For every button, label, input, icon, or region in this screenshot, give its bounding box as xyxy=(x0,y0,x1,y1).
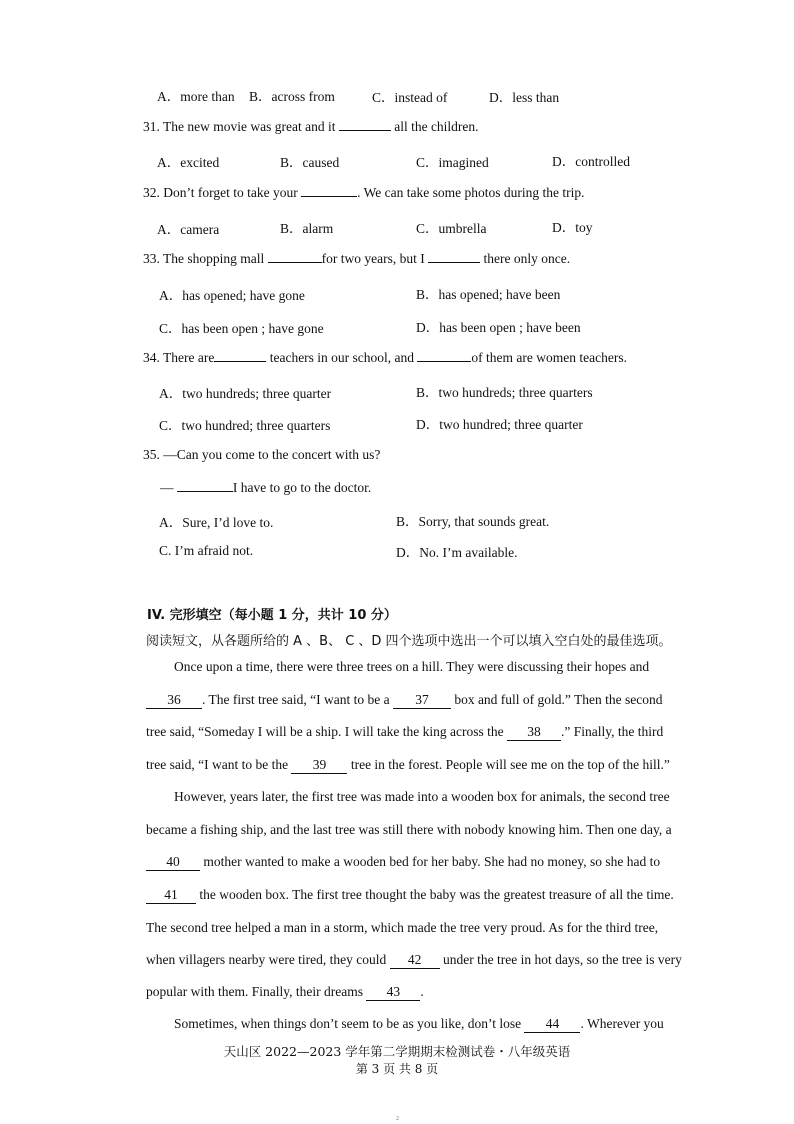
q32-option-b: B．alarm xyxy=(280,221,334,236)
q30-option-b: B．across from xyxy=(249,89,335,104)
page-footer-title: 天山区 2022—2023 学年第二学期期末检测试卷・八年级英语 xyxy=(223,1044,571,1059)
q33-text-end: there only once. xyxy=(483,251,571,266)
q31-option-a: A．excited xyxy=(157,155,220,170)
passage-text: . The first tree said, “I want to be a xyxy=(202,692,390,707)
passage-text: box and full of gold.” Then the second xyxy=(454,692,663,707)
q34-text-end: of them are women teachers. xyxy=(471,350,627,365)
question-31 xyxy=(143,118,479,135)
question-33 xyxy=(143,250,570,267)
q31-text: 31. The new movie was great and it xyxy=(143,119,336,134)
passage-text: Sometimes, when things don’t seem to be as you like, don’t lose xyxy=(174,1016,522,1031)
q31-text-end: all the children. xyxy=(394,119,479,134)
q32-text-end: . We can take some photos during the trip. xyxy=(357,185,585,200)
passage-text: tree in the forest. People will see me on the top of the hill.” xyxy=(350,757,670,772)
q35-reply-text: I have to go to the doctor. xyxy=(232,480,372,495)
q33-option-b: B．has opened; have been xyxy=(416,287,561,302)
question-32 xyxy=(143,184,584,201)
passage-line: However, years later, the first tree was made into a wooden box for animals, the second tree xyxy=(174,789,670,804)
q34-option-d: D．two hundred; three quarter xyxy=(416,417,583,432)
passage-text: tree said, “I want to be the xyxy=(146,757,289,772)
q35-option-c: C. I’m afraid not. xyxy=(159,543,254,558)
q30-option-d: D．less than xyxy=(489,90,560,105)
answer-blank xyxy=(428,250,480,263)
passage-line: Once upon a time, there were three trees on a hill. They were discussing their hopes and xyxy=(174,659,650,674)
passage-line xyxy=(146,984,424,1001)
blank-41: 41 xyxy=(146,887,196,904)
section-instruction: 阅读短文，从各题所给的 A 、B、 C 、D 四个选项中选出一个可以填入空白处的最佳选项。 xyxy=(146,634,672,649)
blank-42: 42 xyxy=(390,952,440,969)
blank-36: 36 xyxy=(146,692,202,709)
q31-option-b: B．caused xyxy=(280,155,340,170)
q33-text-mid: for two years, but I xyxy=(321,251,425,266)
passage-text: . xyxy=(420,984,424,999)
passage-text: popular with them. Finally, their dreams xyxy=(146,984,363,999)
passage-line xyxy=(146,952,682,969)
q31-option-d: D．controlled xyxy=(552,154,630,169)
q30-option-c: C．instead of xyxy=(372,90,448,105)
q32-option-d: D．toy xyxy=(552,220,593,235)
passage-line: The second tree helped a man in a storm, which made the tree very proud. As for the third tree, xyxy=(146,920,659,935)
q33-option-c: C．has been open ; have gone xyxy=(159,321,324,336)
blank-37: 37 xyxy=(393,692,451,709)
passage-line xyxy=(146,887,674,904)
passage-text: when villagers nearby were tired, they could xyxy=(146,952,387,967)
q33-option-d: D．has been open ; have been xyxy=(416,320,581,335)
scan-page-marker: 2 xyxy=(396,1116,399,1122)
q34-text-mid: teachers in our school, and xyxy=(269,350,415,365)
q32-text: 32. Don’t forget to take your xyxy=(143,185,298,200)
answer-blank xyxy=(214,349,266,362)
passage-line xyxy=(174,1016,664,1033)
question-35: 35. —Can you come to the concert with us? xyxy=(143,447,381,462)
answer-blank xyxy=(339,118,391,131)
q34-option-c: C．two hundred; three quarters xyxy=(159,418,331,433)
passage-text: mother wanted to make a wooden bed for her baby. She had no money, so she had to xyxy=(203,854,661,869)
passage-line: became a fishing ship, and the last tree was still there with nobody knowing him. Then one day, a xyxy=(146,822,672,837)
blank-40: 40 xyxy=(146,854,200,871)
q35-option-b: B．Sorry, that sounds great. xyxy=(396,514,550,529)
q35-reply xyxy=(160,479,371,496)
q34-option-a: A．two hundreds; three quarter xyxy=(159,386,332,401)
passage-text: .” Finally, the third xyxy=(561,724,664,739)
q30-option-a: A．more than xyxy=(157,89,235,104)
section-title: IV. 完形填空（每小题 1 分，共计 10 分） xyxy=(147,608,397,623)
passage-text: tree said, “Someday I will be a ship. I will take the king across the xyxy=(146,724,504,739)
blank-43: 43 xyxy=(366,984,420,1001)
q31-option-c: C．imagined xyxy=(416,155,489,170)
q32-option-c: C．umbrella xyxy=(416,221,487,236)
q35-option-d: D．No. I’m available. xyxy=(396,545,518,560)
passage-line xyxy=(146,757,670,774)
q34-option-b: B．two hundreds; three quarters xyxy=(416,385,593,400)
answer-blank xyxy=(301,184,357,197)
q35-option-a: A．Sure, I’d love to. xyxy=(159,515,274,530)
blank-38: 38 xyxy=(507,724,561,741)
question-34 xyxy=(143,349,627,366)
passage-text: the wooden box. The first tree thought the baby was the greatest treasure of all the time. xyxy=(199,887,674,902)
q33-option-a: A．has opened; have gone xyxy=(159,288,305,303)
passage-line xyxy=(146,724,663,741)
q35-dash: — xyxy=(160,480,174,495)
q32-option-a: A．camera xyxy=(157,222,220,237)
passage-line xyxy=(146,692,663,709)
q34-text: 34. There are xyxy=(143,350,215,365)
q33-text: 33. The shopping mall xyxy=(143,251,265,266)
passage-text: under the tree in hot days, so the tree is very xyxy=(443,952,682,967)
answer-blank xyxy=(417,349,471,362)
blank-44: 44 xyxy=(524,1016,580,1033)
page-number: 第 3 页 共 8 页 xyxy=(355,1062,439,1076)
passage-line xyxy=(146,854,660,871)
blank-39: 39 xyxy=(291,757,347,774)
answer-blank xyxy=(268,250,322,263)
passage-text: . Wherever you xyxy=(580,1016,664,1031)
answer-blank xyxy=(177,479,233,492)
